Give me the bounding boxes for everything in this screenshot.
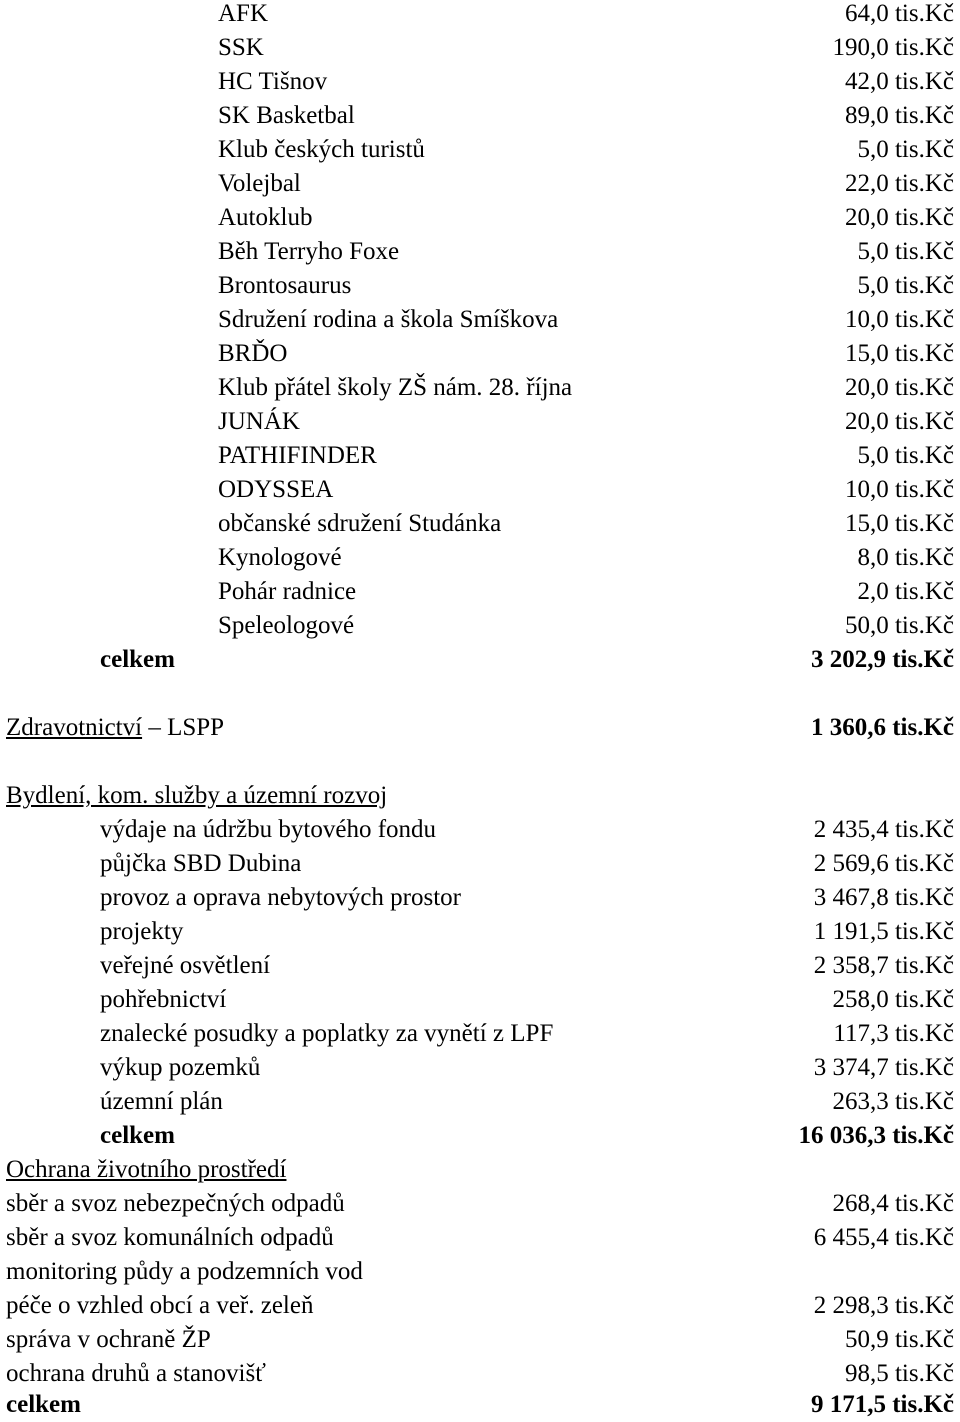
health-link[interactable]: Zdravotnictví bbox=[6, 714, 143, 741]
item-amount: 20,0 tis.Kč bbox=[844, 204, 954, 231]
item-amount: 2 358,7 tis.Kč bbox=[813, 952, 954, 979]
list-item bbox=[0, 609, 960, 643]
list-item bbox=[0, 541, 960, 575]
item-amount: 15,0 tis.Kč bbox=[844, 510, 954, 537]
list-item bbox=[0, 201, 960, 235]
item-amount: 5,0 tis.Kč bbox=[857, 272, 954, 299]
item-name: výdaje na údržbu bytového fondu bbox=[100, 816, 437, 843]
list-item bbox=[0, 269, 960, 303]
list-item bbox=[0, 813, 960, 847]
item-amount: 10,0 tis.Kč bbox=[844, 306, 954, 333]
item-amount: 50,0 tis.Kč bbox=[844, 612, 954, 639]
item-name: ochrana druhů a stanovišť bbox=[6, 1360, 266, 1387]
item-name: péče o vzhled obcí a veř. zeleň bbox=[6, 1292, 314, 1319]
total-amount: 9 171,5 tis.Kč bbox=[810, 1391, 954, 1418]
item-name: Speleologové bbox=[218, 612, 355, 639]
list-item bbox=[0, 1255, 960, 1289]
item-name: půjčka SBD Dubina bbox=[100, 850, 302, 877]
item-name: Klub přátel školy ZŠ nám. 28. října bbox=[218, 374, 573, 401]
item-name: Sdružení rodina a škola Smíškova bbox=[218, 306, 559, 333]
item-amount: 3 467,8 tis.Kč bbox=[813, 884, 954, 911]
item-amount: 5,0 tis.Kč bbox=[857, 136, 954, 163]
list-item bbox=[0, 1323, 960, 1357]
item-amount: 89,0 tis.Kč bbox=[844, 102, 954, 129]
total-amount: 16 036,3 tis.Kč bbox=[798, 1122, 954, 1149]
item-name: SSK bbox=[218, 34, 264, 61]
item-amount: 268,4 tis.Kč bbox=[832, 1190, 954, 1217]
item-amount: 2 298,3 tis.Kč bbox=[813, 1292, 954, 1319]
list-item bbox=[0, 473, 960, 507]
item-name: občanské sdružení Studánka bbox=[218, 510, 502, 537]
list-item bbox=[0, 405, 960, 439]
item-amount: 2 435,4 tis.Kč bbox=[813, 816, 954, 843]
list-item bbox=[0, 1085, 960, 1119]
item-name: AFK bbox=[218, 0, 269, 27]
item-amount: 15,0 tis.Kč bbox=[844, 340, 954, 367]
item-name: ODYSSEA bbox=[218, 476, 334, 503]
item-name: Volejbal bbox=[218, 170, 301, 197]
health-amount: 1 360,6 tis.Kč bbox=[810, 714, 954, 741]
list-item bbox=[0, 1187, 960, 1221]
item-name: sběr a svoz nebezpečných odpadů bbox=[6, 1190, 345, 1217]
list-item bbox=[0, 949, 960, 983]
item-amount: 5,0 tis.Kč bbox=[857, 238, 954, 265]
list-item bbox=[0, 915, 960, 949]
item-amount: 3 374,7 tis.Kč bbox=[813, 1054, 954, 1081]
item-name: veřejné osvětlení bbox=[100, 952, 271, 979]
list-item bbox=[0, 303, 960, 337]
item-name: projekty bbox=[100, 918, 184, 945]
list-item bbox=[0, 371, 960, 405]
list-item bbox=[0, 133, 960, 167]
item-name: BRĎO bbox=[218, 340, 288, 367]
item-amount: 50,9 tis.Kč bbox=[844, 1326, 954, 1353]
item-name: sběr a svoz komunálních odpadů bbox=[6, 1224, 334, 1251]
item-name: pohřebnictví bbox=[100, 986, 227, 1013]
item-name: Pohár radnice bbox=[218, 578, 357, 605]
list-item bbox=[0, 1357, 960, 1391]
item-amount: 190,0 tis.Kč bbox=[832, 34, 954, 61]
list-item bbox=[0, 337, 960, 371]
list-item bbox=[0, 235, 960, 269]
item-amount: 22,0 tis.Kč bbox=[844, 170, 954, 197]
list-item bbox=[0, 1221, 960, 1255]
item-amount: 8,0 tis.Kč bbox=[857, 544, 954, 571]
item-amount: 10,0 tis.Kč bbox=[844, 476, 954, 503]
item-amount: 5,0 tis.Kč bbox=[857, 442, 954, 469]
list-item bbox=[0, 881, 960, 915]
total-label: celkem bbox=[6, 1391, 81, 1418]
item-name: Brontosaurus bbox=[218, 272, 352, 299]
list-item bbox=[0, 65, 960, 99]
item-amount: 64,0 tis.Kč bbox=[844, 0, 954, 27]
item-name: monitoring půdy a podzemních vod bbox=[6, 1258, 363, 1285]
item-name: výkup pozemků bbox=[100, 1054, 261, 1081]
list-item bbox=[0, 575, 960, 609]
list-item bbox=[0, 847, 960, 881]
total-row bbox=[0, 643, 960, 677]
section-heading-housing bbox=[0, 779, 960, 813]
item-name: JUNÁK bbox=[218, 408, 300, 435]
section-heading-environment bbox=[0, 1153, 960, 1187]
total-amount: 3 202,9 tis.Kč bbox=[810, 646, 954, 673]
item-amount: 1 191,5 tis.Kč bbox=[813, 918, 954, 945]
environment-heading-link[interactable]: Ochrana životního prostředí bbox=[6, 1156, 287, 1183]
list-item bbox=[0, 1017, 960, 1051]
item-amount: 98,5 tis.Kč bbox=[844, 1360, 954, 1387]
item-name: správa v ochraně ŽP bbox=[6, 1326, 211, 1353]
list-item bbox=[0, 1051, 960, 1085]
item-amount: 117,3 tis.Kč bbox=[833, 1020, 954, 1047]
total-label: celkem bbox=[100, 1122, 175, 1149]
item-amount: 2 569,6 tis.Kč bbox=[813, 850, 954, 877]
item-amount: 2,0 tis.Kč bbox=[857, 578, 954, 605]
item-name: Kynologové bbox=[218, 544, 342, 571]
item-name: HC Tišnov bbox=[218, 68, 328, 95]
item-amount: 263,3 tis.Kč bbox=[832, 1088, 954, 1115]
total-row bbox=[0, 1119, 960, 1153]
item-amount: 6 455,4 tis.Kč bbox=[813, 1224, 954, 1251]
item-name: Autoklub bbox=[218, 204, 313, 231]
item-name: územní plán bbox=[100, 1088, 223, 1115]
list-item bbox=[0, 167, 960, 201]
list-item bbox=[0, 99, 960, 133]
item-amount: 20,0 tis.Kč bbox=[844, 374, 954, 401]
item-name: PATHIFINDER bbox=[218, 442, 377, 469]
list-item bbox=[0, 0, 960, 31]
list-item bbox=[0, 507, 960, 541]
item-name: znalecké posudky a poplatky za vynětí z LPF bbox=[100, 1020, 554, 1047]
item-amount: 42,0 tis.Kč bbox=[844, 68, 954, 95]
health-label: – LSPP bbox=[142, 714, 225, 741]
list-item bbox=[0, 983, 960, 1017]
item-name: provoz a oprava nebytových prostor bbox=[100, 884, 461, 911]
item-amount: 20,0 tis.Kč bbox=[844, 408, 954, 435]
item-name: Běh Terryho Foxe bbox=[218, 238, 400, 265]
section-health bbox=[0, 711, 960, 745]
total-row bbox=[0, 1388, 960, 1422]
list-item bbox=[0, 31, 960, 65]
item-amount: 258,0 tis.Kč bbox=[832, 986, 954, 1013]
housing-heading-link[interactable]: Bydlení, kom. služby a územní rozvoj bbox=[6, 782, 388, 809]
item-name: SK Basketbal bbox=[218, 102, 355, 129]
total-label: celkem bbox=[100, 646, 175, 673]
list-item bbox=[0, 439, 960, 473]
item-name: Klub českých turistů bbox=[218, 136, 425, 163]
list-item bbox=[0, 1289, 960, 1323]
